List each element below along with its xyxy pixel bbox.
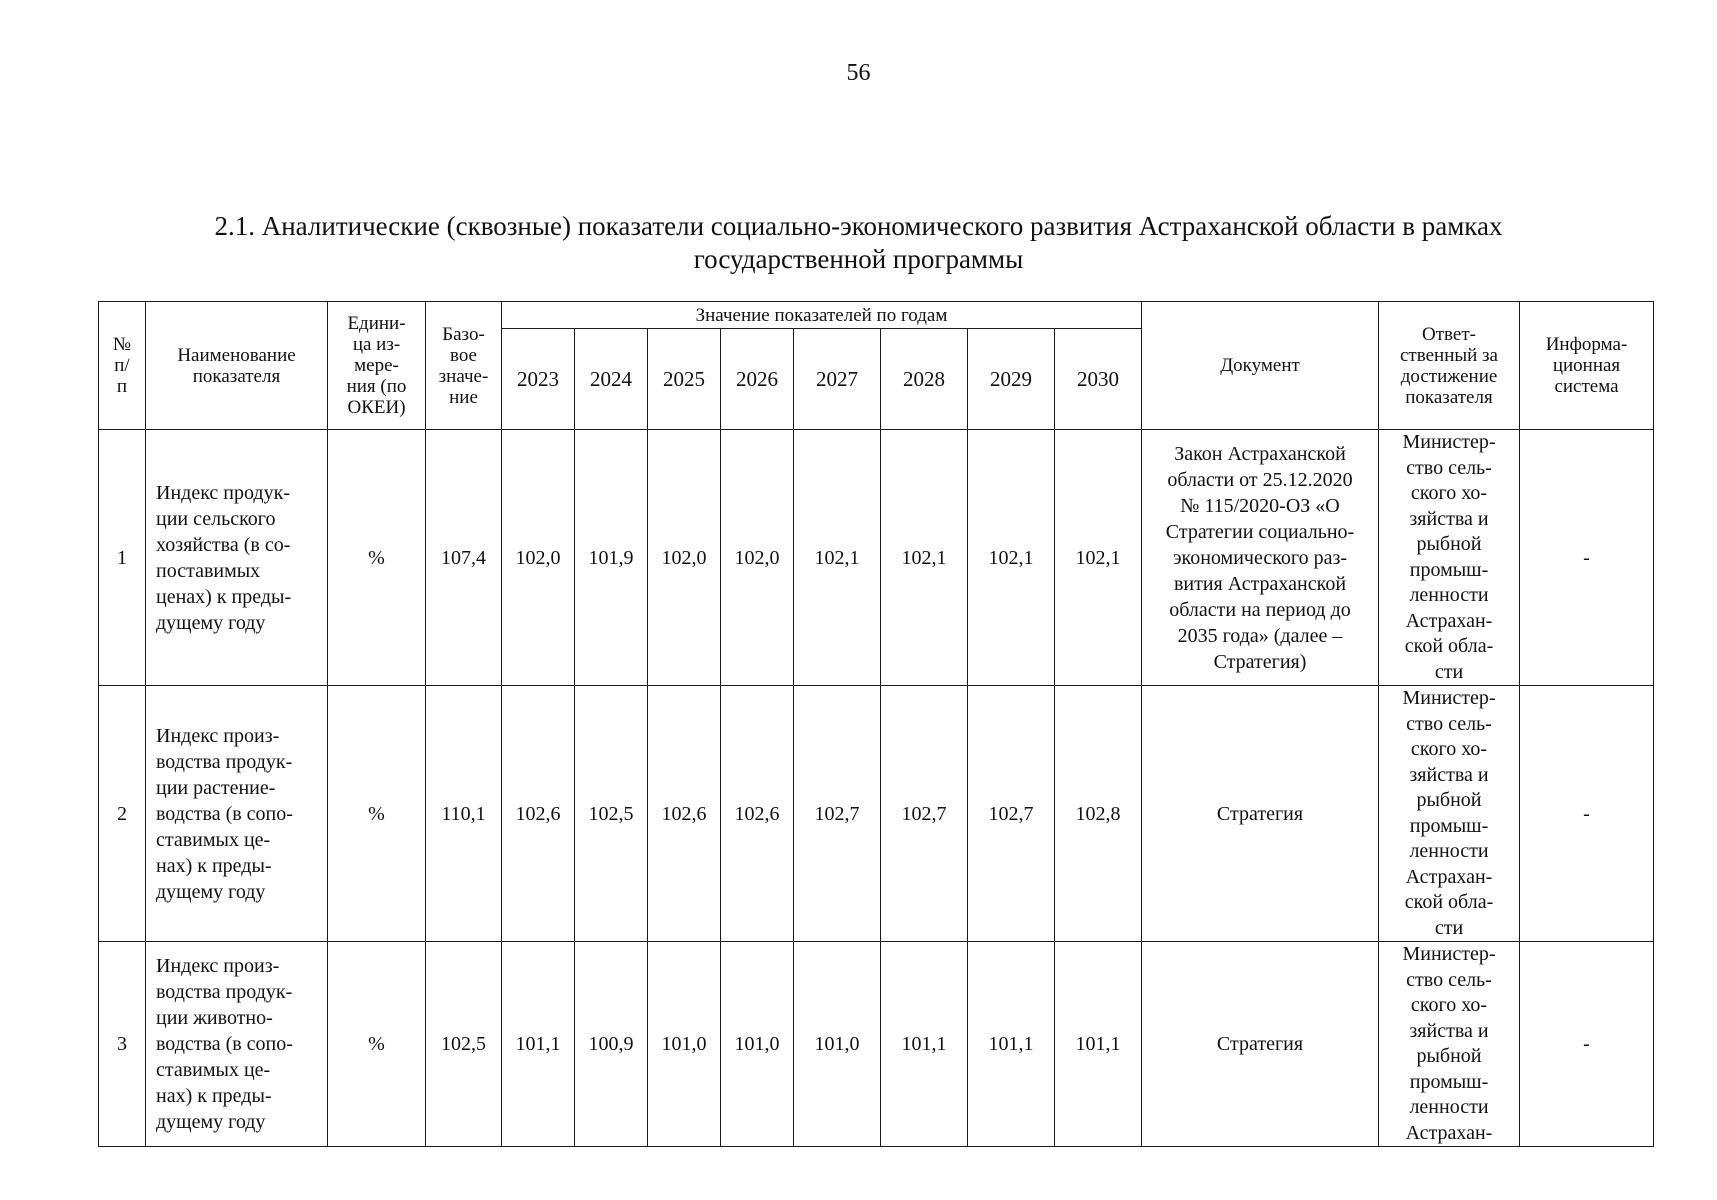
- text-line: ца из-: [352, 334, 401, 355]
- text-line: ленности: [1409, 840, 1489, 862]
- header-document: Документ: [1142, 302, 1379, 430]
- text-line: дущему году: [156, 611, 266, 634]
- responsible-cell: [1379, 686, 1520, 942]
- unit-cell: %: [328, 686, 426, 942]
- text-line: Министер-: [1402, 687, 1496, 709]
- text-line: Базо-: [442, 323, 485, 345]
- text-line: ленности: [1409, 1096, 1489, 1118]
- text-line: сти: [1434, 916, 1464, 939]
- table-row: [99, 430, 1654, 686]
- text-line: нах) к преды-: [156, 1085, 272, 1107]
- unit-cell: %: [328, 430, 426, 686]
- text-line: дущему году: [156, 880, 266, 903]
- page-title-line-1: 2.1. Аналитические (сквозные) показатели социально-экономического развития Астраханской области в рамках: [214, 211, 1503, 241]
- text-line: № 115/2020-ОЗ «О: [1180, 494, 1340, 517]
- text-line: ставимых це-: [156, 828, 271, 851]
- text-line: Астрахан-: [1405, 865, 1493, 888]
- header-base: [426, 302, 502, 430]
- text-line: ство сель-: [1406, 712, 1492, 735]
- text-line: Едини-: [347, 313, 406, 334]
- year-value-cell: 101,9: [575, 430, 648, 686]
- text-line: Стратегии социально-: [1165, 520, 1355, 543]
- text-line: рыбной: [1416, 533, 1482, 555]
- text-line: Астрахан-: [1405, 1121, 1493, 1144]
- base-value-cell: 110,1: [426, 686, 502, 942]
- text-line: поставимых: [156, 559, 261, 582]
- indicators-table: [98, 301, 1654, 1147]
- text-line: №: [112, 334, 132, 355]
- responsible-cell: [1379, 942, 1520, 1147]
- year-value-cell: 101,1: [502, 942, 575, 1147]
- table-row: [99, 686, 1654, 942]
- header-year: 2023: [502, 329, 575, 430]
- header-years-group: Значение показателей по годам: [502, 302, 1142, 329]
- text-line: Индекс произ-: [156, 955, 280, 977]
- text-line: водства (в сопо-: [156, 802, 293, 825]
- year-value-cell: 101,1: [881, 942, 968, 1147]
- table-row: [99, 942, 1654, 1147]
- text-line: ния (по: [346, 376, 407, 397]
- text-line: Стратегия: [1216, 802, 1304, 825]
- year-value-cell: 102,5: [575, 686, 648, 942]
- year-value-cell: 102,6: [721, 686, 794, 942]
- text-line: водства продук-: [156, 750, 293, 773]
- text-line: зяйства и: [1409, 763, 1489, 786]
- text-line: нах) к преды-: [156, 854, 272, 877]
- year-value-cell: 102,0: [648, 430, 721, 686]
- year-value-cell: 102,7: [881, 686, 968, 942]
- page-number: 56: [846, 60, 871, 86]
- text-line: Министер-: [1402, 431, 1496, 453]
- year-value-cell: 102,1: [794, 430, 881, 686]
- text-line: показателя: [192, 365, 281, 387]
- text-line: ции растение-: [156, 776, 276, 799]
- text-line: Закон Астраханской: [1174, 442, 1346, 465]
- text-line: ции животно-: [156, 1007, 273, 1029]
- header-year: 2029: [968, 329, 1055, 430]
- row-num: 1: [99, 430, 146, 686]
- year-value-cell: 101,0: [794, 942, 881, 1147]
- text-line: система: [1554, 376, 1619, 397]
- page-title: [150, 210, 1567, 276]
- text-line: ственный за: [1400, 344, 1498, 366]
- text-line: экономического раз-: [1172, 546, 1348, 569]
- text-line: ценах) к преды-: [156, 585, 292, 608]
- text-line: п/: [114, 355, 130, 376]
- header-info-system: [1520, 302, 1654, 430]
- text-line: ставимых це-: [156, 1059, 271, 1081]
- text-line: 2035 года» (далее –: [1177, 624, 1343, 647]
- year-value-cell: 101,1: [1055, 942, 1142, 1147]
- year-value-cell: 100,9: [575, 942, 648, 1147]
- header-year: 2027: [794, 329, 881, 430]
- text-line: водства (в сопо-: [156, 1033, 293, 1055]
- text-line: ОКЕИ): [347, 397, 406, 418]
- text-line: зяйства и: [1409, 1019, 1489, 1042]
- text-line: зяйства и: [1409, 507, 1489, 530]
- text-line: вития Астраханской: [1173, 572, 1347, 595]
- text-line: Стратегия): [1213, 650, 1307, 673]
- header-year: 2026: [721, 329, 794, 430]
- row-num: 3: [99, 942, 146, 1147]
- document-cell: [1142, 942, 1379, 1147]
- indicator-name: [146, 430, 328, 686]
- text-line: ского хо-: [1410, 482, 1488, 504]
- indicator-name: [146, 942, 328, 1147]
- page-title-line-2: государственной программы: [693, 244, 1024, 274]
- header-num: [99, 302, 146, 430]
- info-system-cell: -: [1520, 942, 1654, 1147]
- text-line: Министер-: [1402, 943, 1496, 965]
- text-line: ционная: [1552, 355, 1621, 376]
- text-line: промыш-: [1409, 814, 1489, 837]
- year-value-cell: 101,1: [968, 942, 1055, 1147]
- info-system-cell: -: [1520, 430, 1654, 686]
- text-line: достижение: [1400, 365, 1498, 387]
- text-line: ние: [449, 386, 478, 408]
- text-line: рыбной: [1416, 789, 1482, 811]
- text-line: мере-: [354, 355, 399, 376]
- text-line: промыш-: [1409, 558, 1489, 581]
- text-line: ции сельского: [156, 507, 276, 530]
- responsible-cell: [1379, 430, 1520, 686]
- document-cell: [1142, 686, 1379, 942]
- text-line: п: [116, 376, 128, 397]
- text-line: хозяйства (в со-: [156, 533, 291, 556]
- base-value-cell: 102,5: [426, 942, 502, 1147]
- text-line: Стратегия: [1216, 1033, 1304, 1055]
- text-line: ского хо-: [1410, 994, 1488, 1016]
- document-cell: [1142, 430, 1379, 686]
- header-unit: [328, 302, 426, 430]
- text-line: показателя: [1405, 386, 1493, 408]
- year-value-cell: 102,7: [968, 686, 1055, 942]
- header-responsible: [1379, 302, 1520, 430]
- text-line: дущему году: [156, 1111, 266, 1133]
- text-line: сти: [1434, 660, 1464, 683]
- text-line: Индекс произ-: [156, 724, 280, 747]
- text-line: области от 25.12.2020: [1167, 468, 1353, 491]
- header-name: [146, 302, 328, 430]
- year-value-cell: 101,0: [721, 942, 794, 1147]
- year-value-cell: 101,0: [648, 942, 721, 1147]
- year-value-cell: 102,1: [968, 430, 1055, 686]
- text-line: ство сель-: [1406, 456, 1492, 479]
- text-line: значе-: [438, 365, 489, 387]
- header-year: 2030: [1055, 329, 1142, 430]
- year-value-cell: 102,0: [721, 430, 794, 686]
- header-year: 2025: [648, 329, 721, 430]
- text-line: Ответ-: [1422, 323, 1476, 345]
- text-line: ство сель-: [1406, 968, 1492, 991]
- year-value-cell: 102,1: [881, 430, 968, 686]
- text-line: рыбной: [1416, 1045, 1482, 1067]
- text-line: ского хо-: [1410, 738, 1488, 760]
- text-line: ленности: [1409, 584, 1489, 606]
- indicator-name: [146, 686, 328, 942]
- text-line: ской обла-: [1404, 635, 1494, 657]
- year-value-cell: 102,7: [794, 686, 881, 942]
- year-value-cell: 102,6: [502, 686, 575, 942]
- text-line: водства продук-: [156, 981, 293, 1003]
- row-num: 2: [99, 686, 146, 942]
- year-value-cell: 102,0: [502, 430, 575, 686]
- info-system-cell: -: [1520, 686, 1654, 942]
- text-line: промыш-: [1409, 1070, 1489, 1093]
- text-line: ской обла-: [1404, 891, 1494, 913]
- text-line: вое: [449, 344, 477, 366]
- text-line: Информа-: [1545, 334, 1628, 355]
- header-row-top: [99, 302, 1654, 329]
- header-year: 2028: [881, 329, 968, 430]
- header-year: 2024: [575, 329, 648, 430]
- text-line: Индекс продук-: [156, 481, 290, 504]
- text-line: области на период до: [1169, 598, 1351, 621]
- year-value-cell: 102,1: [1055, 430, 1142, 686]
- unit-cell: %: [328, 942, 426, 1147]
- base-value-cell: 107,4: [426, 430, 502, 686]
- text-line: Астрахан-: [1405, 609, 1493, 632]
- year-value-cell: 102,8: [1055, 686, 1142, 942]
- text-line: Наименование: [177, 344, 296, 366]
- year-value-cell: 102,6: [648, 686, 721, 942]
